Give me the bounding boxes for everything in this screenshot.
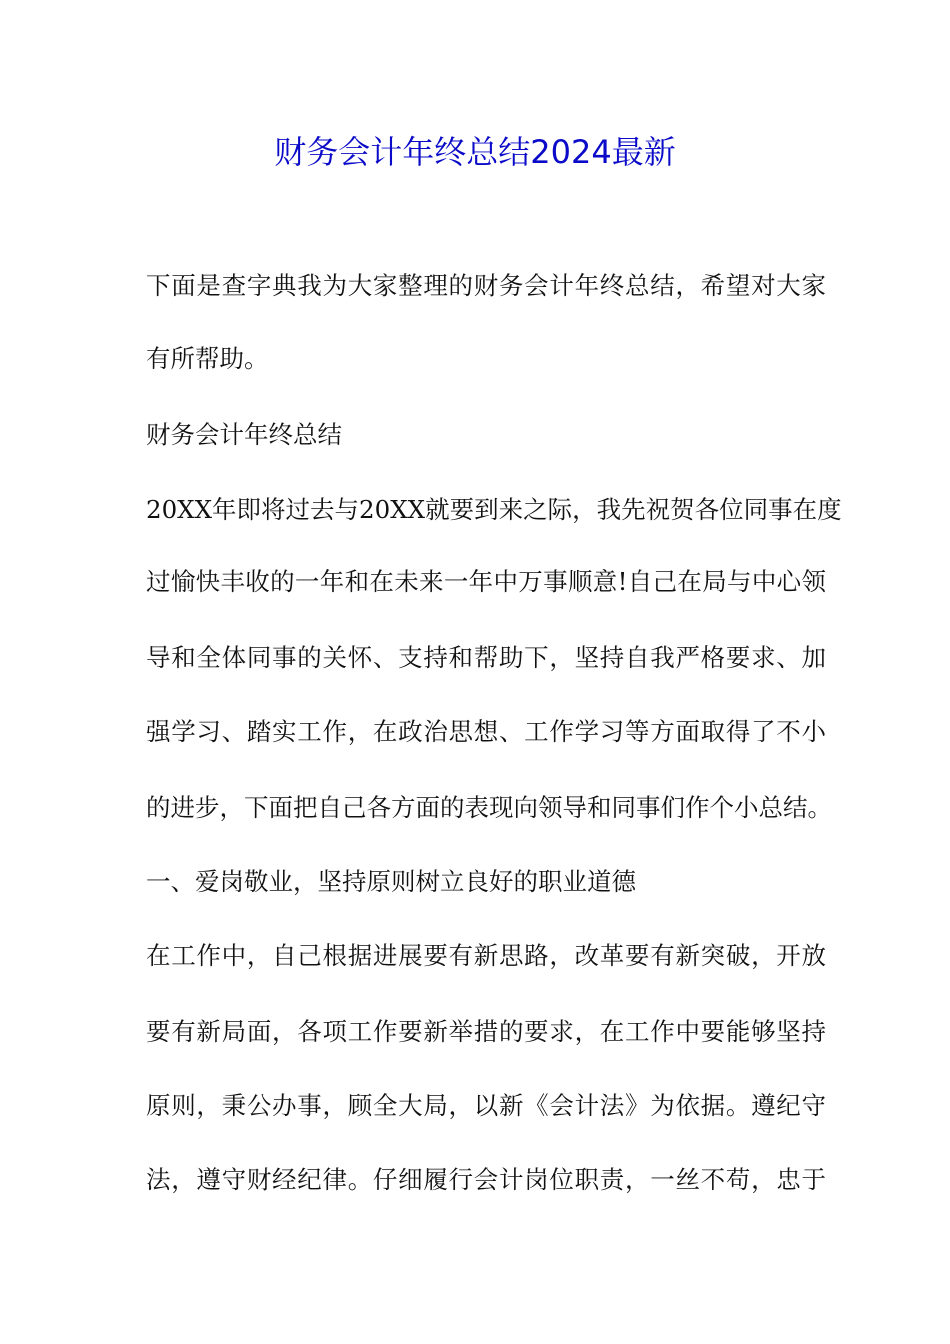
body-line-7: 强学习、踏实工作，在政治思想、工作学习等方面取得了不小 xyxy=(146,717,826,746)
body-line-5: 过愉快丰收的一年和在未来一年中万事顺意!自己在局与中心领 xyxy=(146,567,826,596)
body-line-12: 原则，秉公办事，顾全大局，以新《会计法》为依据。遵纪守 xyxy=(146,1091,826,1120)
body-line-11: 要有新局面，各项工作要新举措的要求，在工作中要能够坚持 xyxy=(146,1017,826,1046)
body-line-10: 在工作中，自己根据进展要有新思路，改革要有新突破，开放 xyxy=(146,941,826,970)
body-line-13: 法，遵守财经纪律。仔细履行会计岗位职责，一丝不苟，忠于 xyxy=(146,1165,826,1194)
body-line-2: 有所帮助。 xyxy=(146,344,269,373)
body-line-6: 导和全体同事的关怀、支持和帮助下，坚持自我严格要求、加 xyxy=(146,643,826,672)
document-title: 财务会计年终总结2024最新 xyxy=(274,133,676,171)
section-subtitle: 财务会计年终总结 xyxy=(146,420,342,449)
body-line-1: 下面是查字典我为大家整理的财务会计年终总结，希望对大家 xyxy=(146,271,826,300)
body-line-8: 的进步，下面把自己各方面的表现向领导和同事们作个小总结。 xyxy=(146,793,832,822)
section-heading-1: 一、爱岗敬业，坚持原则树立良好的职业道德 xyxy=(146,867,636,896)
body-line-4: 20XX年即将过去与20XX就要到来之际，我先祝贺各位同事在度 xyxy=(146,495,842,524)
